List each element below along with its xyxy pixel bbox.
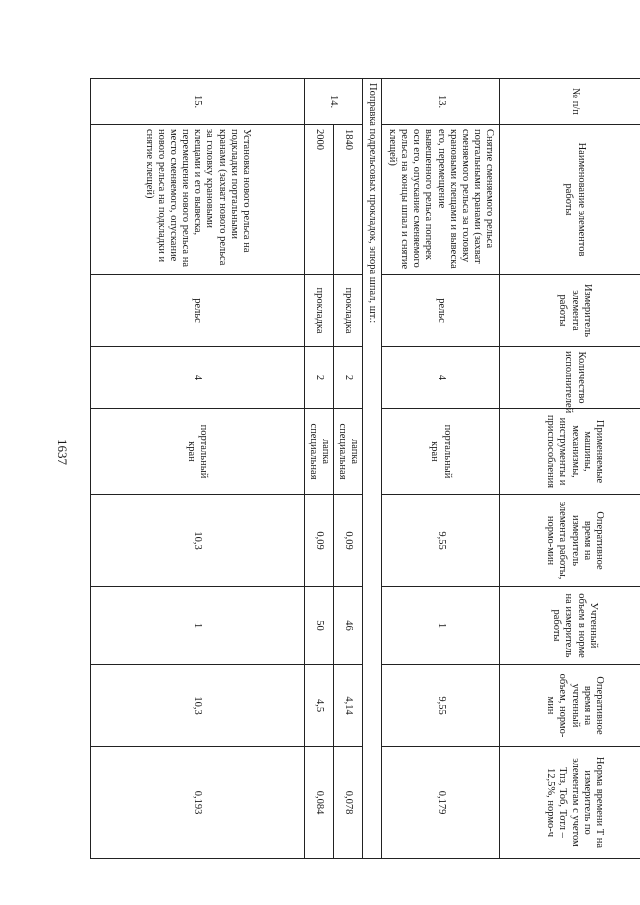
- row-workers: 4: [91, 347, 305, 409]
- header-num: № п/п: [500, 79, 640, 125]
- row-workers: 4: [382, 347, 500, 409]
- header-op-time: Оперативное время на измеритель элемента работы, нормо-мин: [500, 495, 640, 587]
- table-row: [91, 79, 305, 859]
- row-op-time: 9,55: [382, 495, 500, 587]
- header-machines: Применяемые машины, механизмы, инструменты и приспособления: [500, 409, 640, 495]
- row-meter: прокладка: [333, 275, 362, 347]
- row-meter: прокладка: [304, 275, 333, 347]
- row-op-time-total: 4,14: [333, 665, 362, 747]
- row-op-time: 10,3: [91, 495, 305, 587]
- row-name: 2000: [304, 125, 333, 275]
- row-norm: 0,179: [382, 747, 500, 859]
- row-norm: 0,084: [304, 747, 333, 859]
- page-number: 1637: [55, 439, 70, 465]
- row-op-time-total: 9,55: [382, 665, 500, 747]
- row-meter: рельс: [91, 275, 305, 347]
- row-workers: 2: [333, 347, 362, 409]
- row-count: 50: [304, 587, 333, 665]
- table-row: [304, 79, 333, 859]
- row-machines: лапка специальная: [304, 409, 333, 495]
- row-meter: рельс: [382, 275, 500, 347]
- row-count: 1: [382, 587, 500, 665]
- row-name: Установка нового рельса на подкладки портальными кранами (захват нового рельса за головку крановыми клещами и его вывеска, перемещение нового рельса на место сменяемого, опускание нового рельса на подкладки и снятие клещей): [91, 125, 305, 275]
- row-norm: 0,078: [333, 747, 362, 859]
- row-machines: портальный кран: [91, 409, 305, 495]
- norms-table: [90, 78, 640, 859]
- table-row: [382, 79, 500, 859]
- header-name: Наименование элементов работы: [500, 125, 640, 275]
- header-row: [500, 79, 640, 859]
- header-op-time-total: Оперативное время на учтенный объем, нормо-мин: [500, 665, 640, 747]
- header-workers: Количество исполнителей: [500, 347, 640, 409]
- table-row: [363, 79, 382, 859]
- header-count: Учтенный объем в норме на измеритель работы: [500, 587, 640, 665]
- row-op-time: 0,09: [304, 495, 333, 587]
- row-num: 13.: [382, 79, 500, 125]
- row-op-time: 0,09: [333, 495, 362, 587]
- header-meter: Измеритель элемента работы: [500, 275, 640, 347]
- note-row: Поправка подрельсовых прокладок, эпюра шпал, шт.:: [363, 79, 382, 859]
- table-row: [333, 79, 362, 859]
- row-machines: лапка специальная: [333, 409, 362, 495]
- row-op-time-total: 10,3: [91, 665, 305, 747]
- row-op-time-total: 4,5: [304, 665, 333, 747]
- row-machines: портальный кран: [382, 409, 500, 495]
- header-norm: Норма времени Т на измеритель по элементам с учетом Тпз, Тоб, Тотл – 12,5%, нормо-ч: [500, 747, 640, 859]
- row-name: 1840: [333, 125, 362, 275]
- row-workers: 2: [304, 347, 333, 409]
- row-name: Снятие сменяемого рельса портальными кранами (захват сменяемого рельса за головку крановыми клещами и вывеска его, перемещение вывешенного рельса поперек оси его, опускание сменяемого рельса на концы шпал и снятие клещей): [382, 125, 500, 275]
- row-norm: 0,193: [91, 747, 305, 859]
- row-count: 46: [333, 587, 362, 665]
- row-count: 1: [91, 587, 305, 665]
- row-num: 14.: [304, 79, 362, 125]
- row-num: 15.: [91, 79, 305, 125]
- rotated-table-container: [90, 78, 640, 858]
